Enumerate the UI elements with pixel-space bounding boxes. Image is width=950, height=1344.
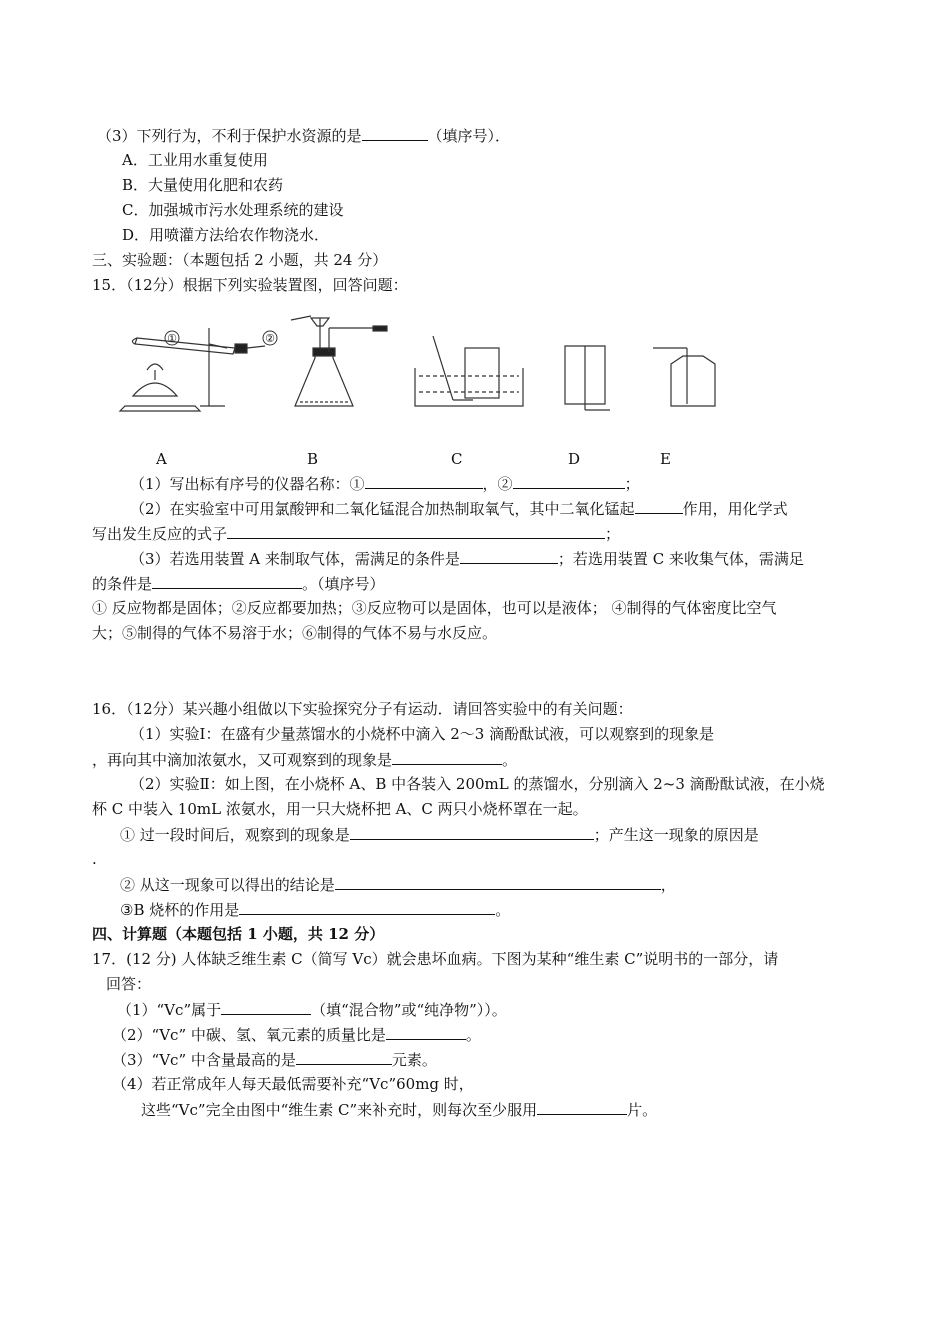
q16-sub1-end: . [92,850,97,868]
answer-blank[interactable] [296,1049,392,1065]
q16-sub3: ③B 烧杯的作用是 。 [120,901,511,919]
marker-1: ① [167,332,177,345]
section-3-heading: 三、实验题：（本题包括 2 小题，共 24 分） [92,251,388,269]
answer-blank[interactable] [537,1099,627,1115]
answer-blank[interactable] [239,899,495,915]
answer-blank[interactable] [350,824,594,840]
apparatus-b [291,316,387,406]
label-a: A [156,450,167,468]
q15-part3: （3）若选用装置 A 来制取气体，需满足的条件是 ；若选用装置 C 来收集气体，需满足 [130,550,804,568]
q15-part2: （2）在实验室中可用氯酸钾和二氧化锰混合加热制取氧气，其中二氧化锰起 作用，用化学式 [130,500,788,518]
marker-2: ② [265,332,275,345]
q15-conditions-1: ① 反应物都是固体；②反应都要加热；③反应物可以是固体，也可以是液体； ④制得的气体密度比空气 [92,599,777,617]
apparatus-c [415,336,523,406]
answer-blank[interactable] [460,548,558,564]
q14-part3: （3）下列行为，不利于保护水资源的是 （填序号）． [97,127,511,145]
q16-stem: 16．（12分）某兴趣小组做以下实验探究分子有运动．请回答实验中的有关问题： [92,700,633,718]
q17-part3: （3）“Vc” 中含量最高的是 元素。 [112,1051,437,1069]
q15-part2-line2: 写出发生反应的式子 ； [92,525,621,543]
q15-conditions-2: 大；⑤制得的气体不易溶于水；⑥制得的气体不易与水反应。 [92,624,498,642]
apparatus-e [653,348,715,406]
answer-blank[interactable] [513,473,625,489]
label-b: B [307,450,319,468]
label-d: D [568,450,581,468]
q15-stem: 15．（12分）根据下列实验装置图，回答问题： [92,276,408,294]
answer-blank[interactable] [152,573,302,589]
answer-blank[interactable] [221,999,311,1015]
answer-blank[interactable] [635,498,683,514]
answer-blank[interactable] [227,523,605,539]
q16-part1-line2: ，再向其中滴加浓氨水，又可观察到的现象是 。 [92,751,518,769]
q16-part2-line2: 杯 C 中装入 10mL 浓氨水，用一只大烧杯把 A、C 两只小烧杯罩在一起。 [92,800,588,818]
q16-sub2: ② 从这一现象可以得出的结论是 ， [120,876,676,894]
label-e: E [660,450,671,468]
q17-part4: （4）若正常成年人每天最低需要补充“Vc”60mg 时， [112,1075,474,1093]
answer-blank[interactable] [362,125,428,141]
answer-blank[interactable] [386,1024,466,1040]
answer-blank[interactable] [365,473,483,489]
q15-part1: （1）写出标有序号的仪器名称：① ，② ； [130,475,640,493]
section-4-heading: 四、计算题（本题包括 1 小题，共 12 分） [92,925,385,943]
apparatus-d [565,346,610,410]
q17-stem-line2: 回答： [106,975,152,993]
apparatus-a [120,328,265,411]
q17-part2: （2）“Vc” 中碳、氢、氧元素的质量比是 。 [112,1026,481,1044]
q16-part1: （1）实验Ⅰ：在盛有少量蒸馏水的小烧杯中滴入 2～3 滴酚酞试液，可以观察到的现象是 [130,725,715,743]
answer-blank[interactable] [392,749,502,765]
option-a: A．工业用水重复使用 [122,151,268,169]
q17-stem: 17．(12 分) 人体缺乏维生素 C（简写 Vc）就会患坏血病。下图为某种“维生素 C”说明书的一部分，请 [92,950,779,968]
q16-sub1: ① 过一段时间后，观察到的现象是 ；产生这一现象的原因是 [120,826,759,844]
apparatus-figure [115,308,735,418]
q17-part1: （1）“Vc”属于 （填“混合物”或“纯净物”））。 [117,1001,507,1019]
label-c: C [451,450,463,468]
q16-part2: （2）实验Ⅱ：如上图，在小烧杯 A、B 中各装入 200mL 的蒸馏水，分别滴入 2~3 滴酚酞试液，在小烧 [130,775,825,793]
option-c: C．加强城市污水处理系统的建设 [122,201,344,219]
q15-part3-line2: 的条件是 。（填序号） [92,575,385,593]
option-b: B．大量使用化肥和农药 [122,176,284,194]
q17-part4-line2: 这些“Vc”完全由图中“维生素 C”来补充时，则每次至少服用 片。 [141,1101,658,1119]
option-d: D．用喷灌方法给农作物浇水． [122,226,330,244]
answer-blank[interactable] [335,874,661,890]
